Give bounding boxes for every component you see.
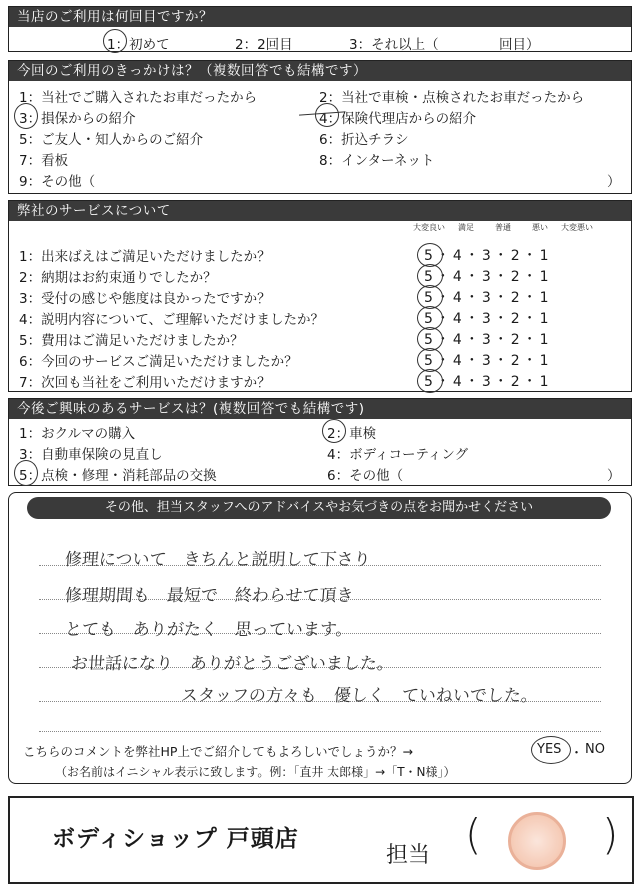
scale-normal: 普通 (495, 223, 511, 232)
service-question-5: 5：費用はご満足いただけましたか？ (19, 333, 244, 349)
trigger-section (8, 60, 632, 194)
trigger-option-3[interactable]: 3：損保からの紹介 (19, 111, 136, 127)
answer-circle (315, 103, 339, 127)
comments-section (8, 492, 632, 784)
rating-scale-1[interactable]: 5・4・3・2・1 (424, 248, 552, 264)
service-rating-section (8, 200, 632, 392)
trigger-option-9-close: ） (607, 174, 621, 190)
answer-circle (14, 103, 38, 129)
interest-section (8, 398, 632, 486)
rating-scale-2[interactable]: 5・4・3・2・1 (424, 269, 552, 285)
rating-scale-6[interactable]: 5・4・3・2・1 (424, 353, 552, 369)
service-question-3: 3：受付の感じや態度は良かったですか？ (19, 291, 271, 307)
interest-option-2[interactable]: 2：車検 (327, 426, 377, 442)
answer-circle (417, 369, 443, 393)
interest-option-6-close: ） (607, 468, 621, 484)
interest-option-6[interactable]: 6：その他（ (327, 468, 404, 484)
answer-circle (322, 419, 346, 443)
interest-option-1[interactable]: 1：おクルマの購入 (19, 426, 136, 442)
visit-option-more-tail: 回目） (499, 37, 540, 53)
interest-title: 今後ご興味のあるサービスは？(複数回答でも結構です) (9, 399, 631, 419)
visit-count-section (8, 6, 632, 52)
hp-permission-no[interactable]: NO (585, 742, 605, 757)
answer-circle (531, 736, 571, 764)
hp-permission-question: こちらのコメントを弊社HP上でご紹介してもよろしいでしょうか？→ (23, 744, 413, 759)
staff-stamp (508, 812, 566, 870)
comment-line-3: とても ありがたく 思っています。 (64, 620, 354, 640)
rating-scale-7[interactable]: 5・4・3・2・1 (424, 374, 552, 390)
service-question-2: 2：納期はお約束通りでしたか？ (19, 270, 217, 286)
visit-option-more[interactable]: 3：それ以上（ (349, 37, 439, 53)
comment-line-5: スタッフの方々も 優しく ていねいでした。 (180, 686, 539, 706)
rating-scale-3[interactable]: 5・4・3・2・1 (424, 290, 552, 306)
hp-permission-yes[interactable]: YES (537, 742, 562, 757)
trigger-option-2[interactable]: 2：当社で車検・点検されたお車だったから (319, 90, 585, 106)
visit-option-first[interactable]: 1：初めて (107, 37, 170, 53)
staff-paren-close: ) (602, 810, 619, 859)
trigger-option-8[interactable]: 8：インターネット (319, 153, 435, 169)
rating-scale-5[interactable]: 5・4・3・2・1 (424, 332, 552, 348)
trigger-option-6[interactable]: 6：折込チラシ (319, 132, 409, 148)
visit-count-title: 当店のご利用は何回目ですか？ (9, 7, 631, 27)
answer-circle (103, 29, 127, 53)
trigger-option-1[interactable]: 1：当社でご購入されたお車だったから (19, 90, 258, 106)
visit-option-second[interactable]: 2：2回目 (235, 37, 293, 53)
scale-very-good: 大変良い (413, 223, 445, 232)
shop-name: ボディショップ 戸頭店 (52, 826, 299, 852)
scale-satisfied: 満足 (458, 223, 474, 232)
hp-permission-sep: ・ (570, 746, 584, 761)
comment-line-1: 修理について きちんと説明して下さり (64, 550, 372, 570)
trigger-option-7[interactable]: 7：看板 (19, 153, 69, 169)
rating-scale-4[interactable]: 5・4・3・2・1 (424, 311, 552, 327)
comment-line-2: 修理期間も 最短で 終わらせて頂き (64, 586, 355, 606)
service-question-4: 4：説明内容について、ご理解いただけましたか？ (19, 312, 325, 328)
initials-note: （お名前はイニシャル表示に致します。例：「直井 太郎様」→「T・N様」） (55, 765, 456, 779)
service-question-6: 6：今回のサービスご満足いただけましたか？ (19, 354, 298, 370)
footer-box (8, 796, 634, 884)
staff-paren-open: ( (465, 810, 482, 859)
service-question-1: 1：出来ばえはご満足いただけましたか？ (19, 249, 271, 265)
trigger-option-5[interactable]: 5：ご友人・知人からのご紹介 (19, 132, 204, 148)
interest-option-3[interactable]: 3：自動車保険の見直し (19, 447, 163, 463)
interest-option-5[interactable]: 5：点検・修理・消耗部品の交換 (19, 468, 217, 484)
staff-label: 担当 (386, 843, 431, 868)
service-title: 弊社のサービスについて (9, 201, 631, 221)
comment-rule (39, 731, 601, 732)
comments-title (27, 497, 611, 519)
interest-option-4[interactable]: 4：ボディコーティング (327, 447, 469, 463)
comments-title-text: その他、担当スタッフへのアドバイスやお気づきの点をお聞かせください (104, 500, 534, 515)
scale-very-bad: 大変悪い (561, 223, 593, 232)
scale-bad: 悪い (532, 223, 548, 232)
answer-circle (14, 460, 38, 486)
comment-line-4: お世話になり ありがとうございました。 (70, 654, 395, 674)
service-question-7: 7：次回も当社をご利用いただけますか？ (19, 375, 271, 391)
trigger-title: 今回のご利用のきっかけは？（複数回答でも結構です） (9, 61, 631, 81)
trigger-option-9[interactable]: 9：その他（ (19, 174, 96, 190)
trigger-option-4[interactable]: 4：保険代理店からの紹介 (319, 111, 477, 127)
